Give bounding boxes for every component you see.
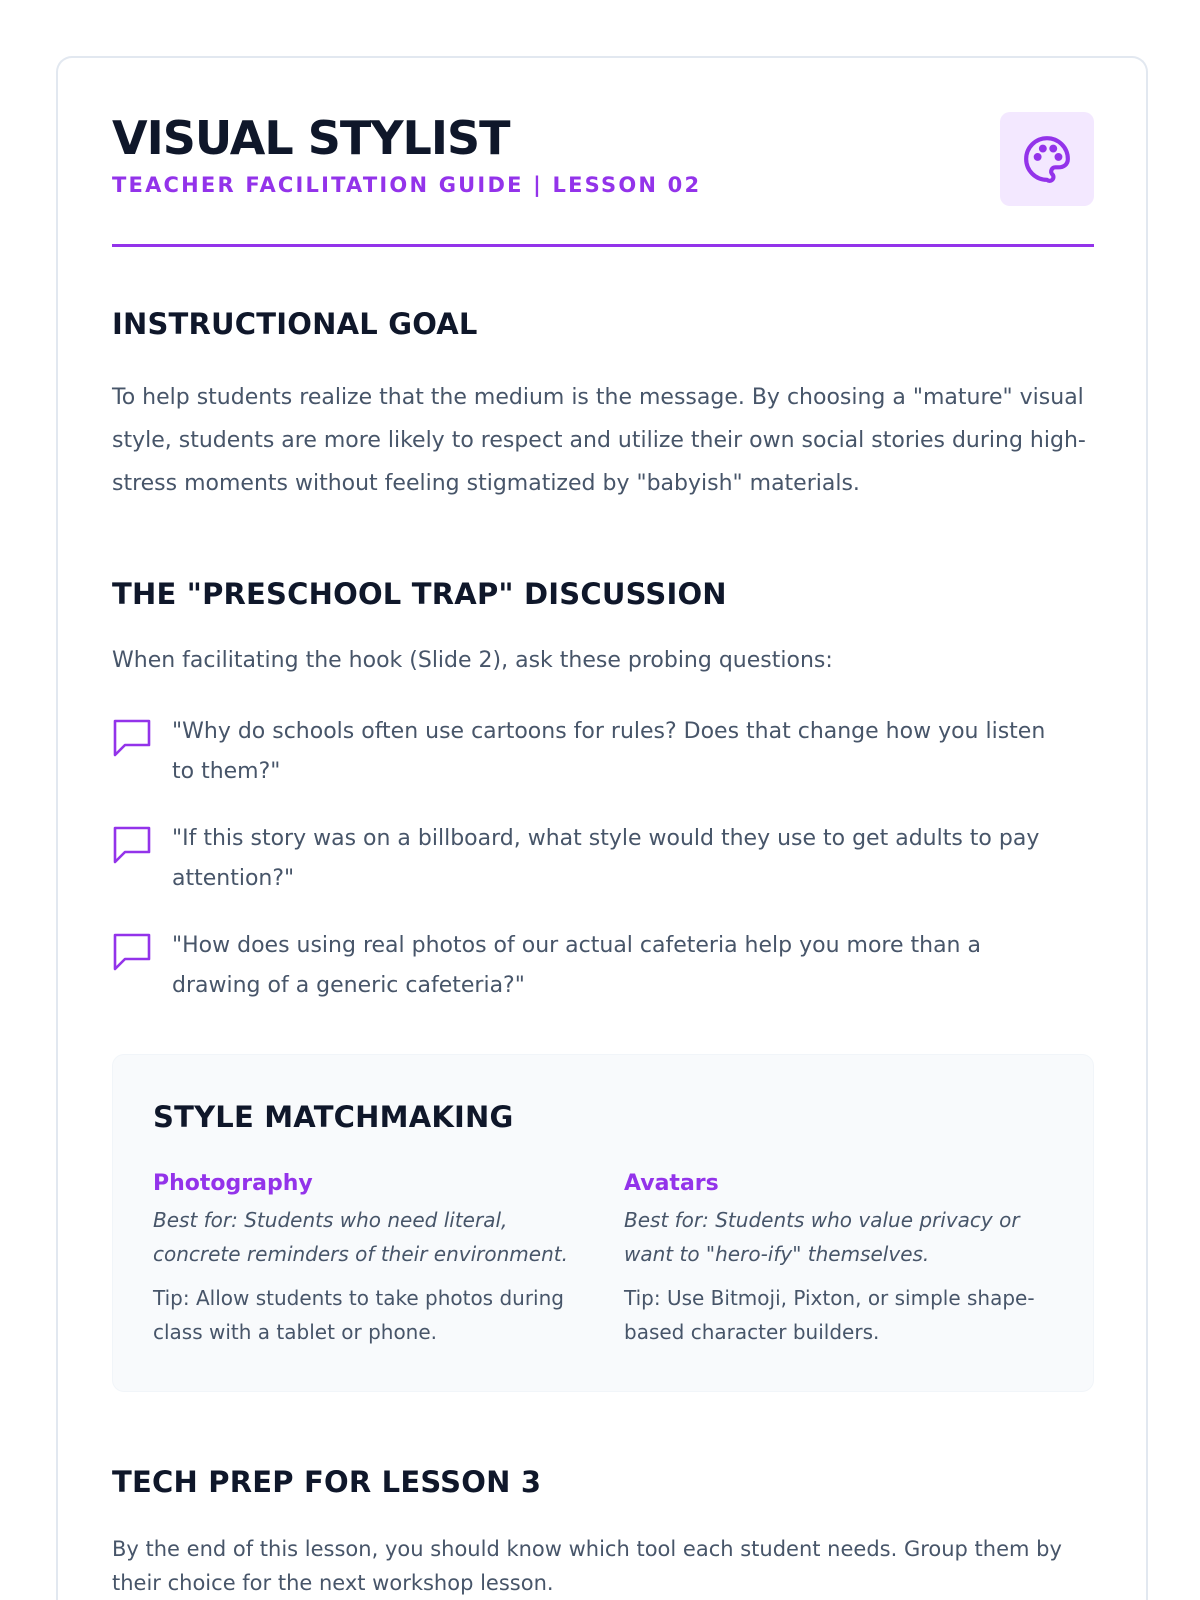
- speech-bubble-icon: [112, 718, 152, 758]
- page-title: VISUAL STYLIST: [112, 111, 510, 165]
- tech-prep-text: By the end of this lesson, you should know which tool each student needs. Group them by their choice for the next workshop lesson.: [112, 1537, 1062, 1595]
- style-matchmaking-heading: STYLE MATCHMAKING: [153, 1100, 514, 1134]
- page-subtitle: TEACHER FACILITATION GUIDE | LESSON 02: [112, 173, 702, 197]
- speech-bubble-icon: [112, 932, 152, 972]
- tech-prep-heading: TECH PREP FOR LESSON 3: [112, 1465, 542, 1499]
- header-divider: [112, 244, 1094, 247]
- guide-header: [112, 58, 1094, 248]
- guide-card: [56, 56, 1148, 1600]
- style-option-best-for: Best for: Students who need literal, concrete reminders of their environment.: [153, 1208, 568, 1266]
- speech-bubble-icon: [112, 825, 152, 865]
- style-option-best-for: Best for: Students who value privacy or want to "hero-ify" themselves.: [624, 1208, 1020, 1266]
- question-text: "If this story was on a billboard, what style would they use to get adults to pay attention?": [172, 826, 1040, 891]
- preschool-trap-intro: When facilitating the hook (Slide 2), ask these probing questions:: [112, 648, 833, 673]
- question-text: "How does using real photos of our actual cafeteria help you more than a drawing of a generic cafeteria?": [172, 933, 981, 998]
- list-item: [112, 819, 1094, 926]
- instructional-goal-heading: INSTRUCTIONAL GOAL: [112, 307, 478, 341]
- list-item: [112, 712, 1094, 819]
- question-list: [112, 712, 1094, 1033]
- instructional-goal-text: To help students realize that the medium is the message. By choosing a "mature" visual style, students are more likely to respect and utilize their own social stories during high-stress moments without feeling stigmatized by "babyish" materials.: [112, 385, 1086, 496]
- style-matchmaking-panel: [112, 1054, 1094, 1392]
- palette-icon-box: [1000, 112, 1094, 206]
- style-option-name: Photography: [153, 1171, 313, 1196]
- list-item: [112, 926, 1094, 1033]
- style-option-tip: Tip: Use Bitmoji, Pixton, or simple shape-based character builders.: [624, 1286, 1035, 1344]
- style-option-photography: [153, 1169, 583, 1349]
- palette-icon: [1022, 134, 1072, 184]
- question-text: "Why do schools often use cartoons for rules? Does that change how you listen to them?": [172, 719, 1046, 784]
- style-option-avatars: [624, 1169, 1054, 1349]
- preschool-trap-heading: THE "PRESCHOOL TRAP" DISCUSSION: [112, 577, 727, 611]
- style-option-tip: Tip: Allow students to take photos during class with a tablet or phone.: [153, 1286, 564, 1344]
- style-option-name: Avatars: [624, 1171, 719, 1196]
